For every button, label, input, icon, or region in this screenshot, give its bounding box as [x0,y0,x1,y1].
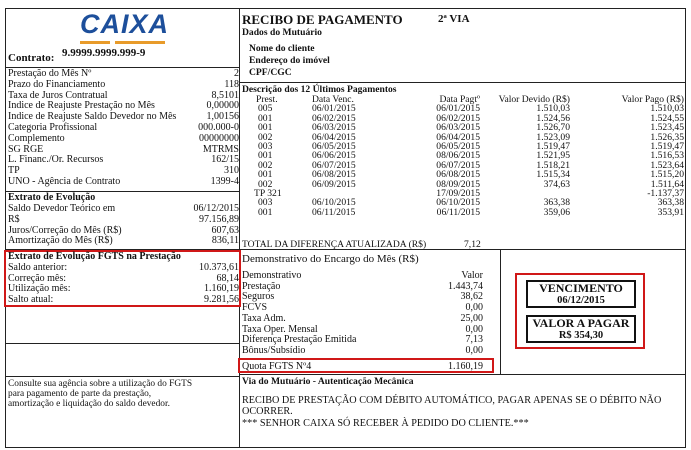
payment-due-date: 06/04/2015 [312,131,356,143]
loan-info-value: 162/15 [211,154,239,166]
payment-due-date: 06/09/2015 [312,178,356,190]
payment-amount-paid: 1.523,64 [650,159,684,171]
loan-info-row [8,112,239,121]
payments-table [244,95,684,217]
amount-value: R$ 354,30 [558,330,604,341]
footer-line-1: RECIBO DE PRESTAÇÃO COM DÉBITO AUTOMÁTICO, PAGAR APENAS SE O DÉBITO NÃO OCORRER. [242,395,662,417]
fgts-row [8,295,239,304]
payment-prest: 001 [258,112,273,124]
loan-info-label: Categoria Profissional [8,122,98,133]
due-date: 06/12/2015 [557,295,605,306]
charge-label: Taxa Adm. [242,312,286,324]
payment-prest: 002 [258,159,273,171]
loan-info-row [8,123,239,132]
receipt-copy: 2ª VIA [438,13,470,25]
evolution-label: R$ [8,213,20,225]
fgts-label: Saldo anterior: [8,262,68,273]
charge-value: 1.443,74 [448,280,483,292]
loan-info-label: SG RGE [8,143,44,155]
loan-info-label: TP [8,165,20,177]
amount-label: VALOR A PAGAR [532,316,630,330]
payment-amount-due: 1.526,70 [536,122,570,134]
payment-due-date: 06/03/2015 [312,122,356,134]
total-difference-label: TOTAL DA DIFERENÇA ATUALIZADA (R$) [242,239,427,250]
payment-amount-due: 1.510,03 [536,103,570,115]
payment-paid-date: 08/06/2015 [436,150,480,162]
charges-section [242,271,483,359]
payment-due-date: 06/08/2015 [312,169,356,181]
contract-label: Contrato: [8,52,55,64]
contract-number: 9.9999.9999.999-9 [62,47,146,59]
payment-paid-date: 06/05/2015 [436,141,480,153]
charge-value: 25,00 [460,312,483,324]
logo-text: CAIXA [80,9,170,39]
fgts-quota-row [242,361,483,371]
footer-title: Via do Mutuário - Autenticação Mecânica [242,376,414,387]
charge-value: 7,13 [465,334,483,346]
payment-prest: 005 [258,103,273,115]
charge-value: 38,62 [460,291,483,303]
payment-amount-due: 374,63 [543,178,570,190]
payment-prest: 002 [258,178,273,190]
evolution-value: 607,63 [211,224,239,236]
payment-prest: 001 [258,169,273,181]
payment-amount-due: 1.524,56 [536,112,570,124]
fgts-label: Salto atual: [8,293,54,305]
charge-label: Bônus/Subsídio [242,344,306,356]
payment-paid-date: 06/02/2015 [436,112,480,124]
payment-due-date: 06/06/2015 [312,150,356,162]
payment-paid-date: 06/04/2015 [436,131,480,143]
receipt-title: RECIBO DE PAGAMENTO [242,12,403,27]
fgts-value: 1.160,19 [204,283,239,295]
evolution-row [8,236,239,245]
cpf-cgc: CPF/CGC [249,67,292,78]
due-label: VENCIMENTO [539,281,623,295]
payment-paid-date: 06/08/2015 [436,169,480,181]
divider [239,82,686,83]
col-amount-paid: Valor Pago (R$) [621,94,684,105]
borrower-section: Dados do Mutuário [242,27,322,38]
loan-info-row [8,91,239,100]
column-divider [239,8,240,448]
loan-info-row [8,69,239,78]
loan-info-row [8,134,239,143]
divider [239,374,686,375]
loan-info-value: 118 [224,78,239,90]
fgts-title: Extrato de Evolução FGTS na Prestação [8,251,181,262]
payment-amount-paid: 1.519,47 [650,141,684,153]
payment-prest: 001 [258,150,273,162]
charge-row [242,346,483,357]
loan-info-value: MTRMS [202,143,239,155]
property-address: Endereço do imóvel [249,55,330,66]
total-difference-value: 7,12 [464,239,481,250]
payment-amount-paid: 1.511,64 [650,178,684,190]
payment-prest: 003 [258,197,273,209]
col-amount-due: Valor Devido (R$) [498,94,570,105]
payment-paid-date: 06/01/2015 [436,103,480,115]
client-name: Nome do cliente [249,43,315,54]
payment-amount-paid: 1.524,55 [650,112,684,124]
payment-amount-due: 1.515,34 [536,169,570,181]
charges-header: Demonstrativo Valor [242,270,483,281]
charge-label: Seguros [242,291,275,303]
charge-label: Taxa Oper. Mensal [242,323,318,335]
loan-info-label: Complemento [8,132,65,144]
loan-info-label: Indice de Reajuste Prestação no Mês [8,100,155,112]
charges-title: Demonstrativo do Encargo do Mês (R$) [242,253,419,265]
divider [5,343,239,344]
loan-info-value: 000.000-0 [198,122,239,133]
payment-prest: 002 [258,131,273,143]
loan-info-value: 1,00156 [206,111,239,123]
footer-line-2: *** SENHOR CAIXA SÓ RECEBER À PEDIDO DO CLIENTE.*** [242,418,529,429]
logo-underline [80,41,110,44]
col-due-date: Data Venc. [312,94,354,105]
payment-prest: 001 [258,122,273,134]
payment-due-date: 06/01/2015 [312,103,356,115]
payment-amount-paid: 1.510,03 [650,103,684,115]
fgts-notice: Consulte sua agência sobre a utilização do FGTS para pagamento de parte da prestação, amortização e liquidação do saldo devedor. [8,379,193,409]
payment-amount-due: 1.518,21 [536,159,570,171]
loan-info-value: 310 [224,165,239,177]
payment-amount-due: 359,06 [543,206,570,218]
payment-amount-due: 1.523,09 [536,131,570,143]
payment-paid-date: 06/11/2015 [436,206,480,218]
loan-info-value: 00000000 [199,132,239,144]
loan-info-row [8,80,239,89]
evolution-row [8,215,239,224]
divider [5,376,239,377]
evolution-section [8,193,239,249]
charge-row [242,282,483,293]
fgts-quota-value: 1.160,19 [448,361,483,372]
evolution-row [8,204,239,213]
fgts-value: 10.373,61 [199,262,239,273]
evolution-label: Saldo Devedor Teórico em [8,203,116,214]
payment-due-date: 06/11/2015 [312,206,356,218]
charge-label: Prestação [242,280,281,292]
due-date-box [526,280,636,308]
payment-prest: TP 321 [254,188,282,200]
evolution-value: 06/12/2015 [193,203,239,214]
charge-label: FCVS [242,302,268,314]
fgts-value: 9.281,56 [204,293,239,305]
fgts-section [8,252,239,306]
charge-value: 0,00 [465,344,483,356]
fgts-row [8,263,239,272]
loan-info-label: Prazo do Financiamento [8,78,106,90]
loan-info-row [8,101,239,110]
payment-amount-paid: 1.515,20 [650,169,684,181]
fgts-row [8,284,239,293]
fgts-value: 68,14 [216,272,239,284]
evolution-label: Amortização do Mês (R$) [8,235,113,247]
col-prest: Prest. [256,94,278,105]
payment-amount-paid: 353,91 [657,206,684,218]
payment-paid-date: 06/07/2015 [436,159,480,171]
payment-paid-date: 06/03/2015 [436,122,480,134]
payment-row [244,208,684,217]
charge-label: Diferença Prestação Emitida [242,334,357,346]
payment-paid-date: 08/09/2015 [436,178,480,190]
loan-info-row [8,166,239,175]
fgts-quota-label: Quota FGTS Nº4 [242,361,312,372]
loan-info [8,69,239,190]
payment-prest: 003 [258,141,273,153]
loan-info-label: Taxa de Juros Contratual [8,89,108,101]
payment-due-date: 06/10/2015 [312,197,356,209]
loan-info-label: Prestação do Mês Nº [8,68,92,79]
payment-due-date: 06/05/2015 [312,141,356,153]
fgts-label: Utilização mês: [8,283,71,295]
evolution-value: 836,11 [211,235,239,247]
divider [500,249,501,374]
loan-info-value: 8,5101 [211,89,239,101]
payment-due-date: 06/07/2015 [312,159,356,171]
loan-info-value: 0,00000 [206,100,239,112]
payment-amount-paid: 1.526,35 [650,131,684,143]
loan-info-value: 2 [234,68,239,79]
loan-info-label: UNO - Agência de Contrato [8,176,121,187]
payment-prest: 001 [258,206,273,218]
payment-paid-date: 06/10/2015 [436,197,480,209]
payment-amount-due: 1.519,47 [536,141,570,153]
loan-info-row [8,155,239,164]
payments-title: Descrição dos 12 Últimos Pagamentos [242,84,397,95]
evolution-label: Juros/Correção do Mês (R$) [8,224,122,236]
amount-due-box [526,315,636,343]
payment-due-date: 06/02/2015 [312,112,356,124]
payment-amount-paid: 363,38 [657,197,684,209]
charge-row [242,314,483,325]
loan-info-row [8,145,239,154]
evolution-row [8,226,239,235]
payment-amount-paid: 1.516,53 [650,150,684,162]
fgts-label: Correção mês: [8,272,67,284]
payment-amount-due: 1.521,95 [536,150,570,162]
payment-amount-paid: -1.137,37 [647,188,684,200]
charge-value: 0,00 [465,323,483,335]
charge-value: 0,00 [465,302,483,314]
loan-info-value: 1399-4 [210,176,239,187]
loan-info-label: Indice de Reajuste Saldo Devedor no Mês [8,111,177,123]
col-paid-date: Data Pagtº [439,94,480,105]
payment-amount-paid: 1.523,45 [650,122,684,134]
payment-paid-date: 17/09/2015 [436,188,480,200]
payment-amount-due: 363,38 [543,197,570,209]
evolution-title: Extrato de Evolução [8,192,96,203]
logo-underline [115,41,165,44]
loan-info-row [8,177,239,186]
charge-row [242,292,483,303]
loan-info-label: L. Financ./Or. Recursos [8,154,104,166]
fgts-row [8,274,239,283]
evolution-value: 97.156,89 [199,213,239,225]
